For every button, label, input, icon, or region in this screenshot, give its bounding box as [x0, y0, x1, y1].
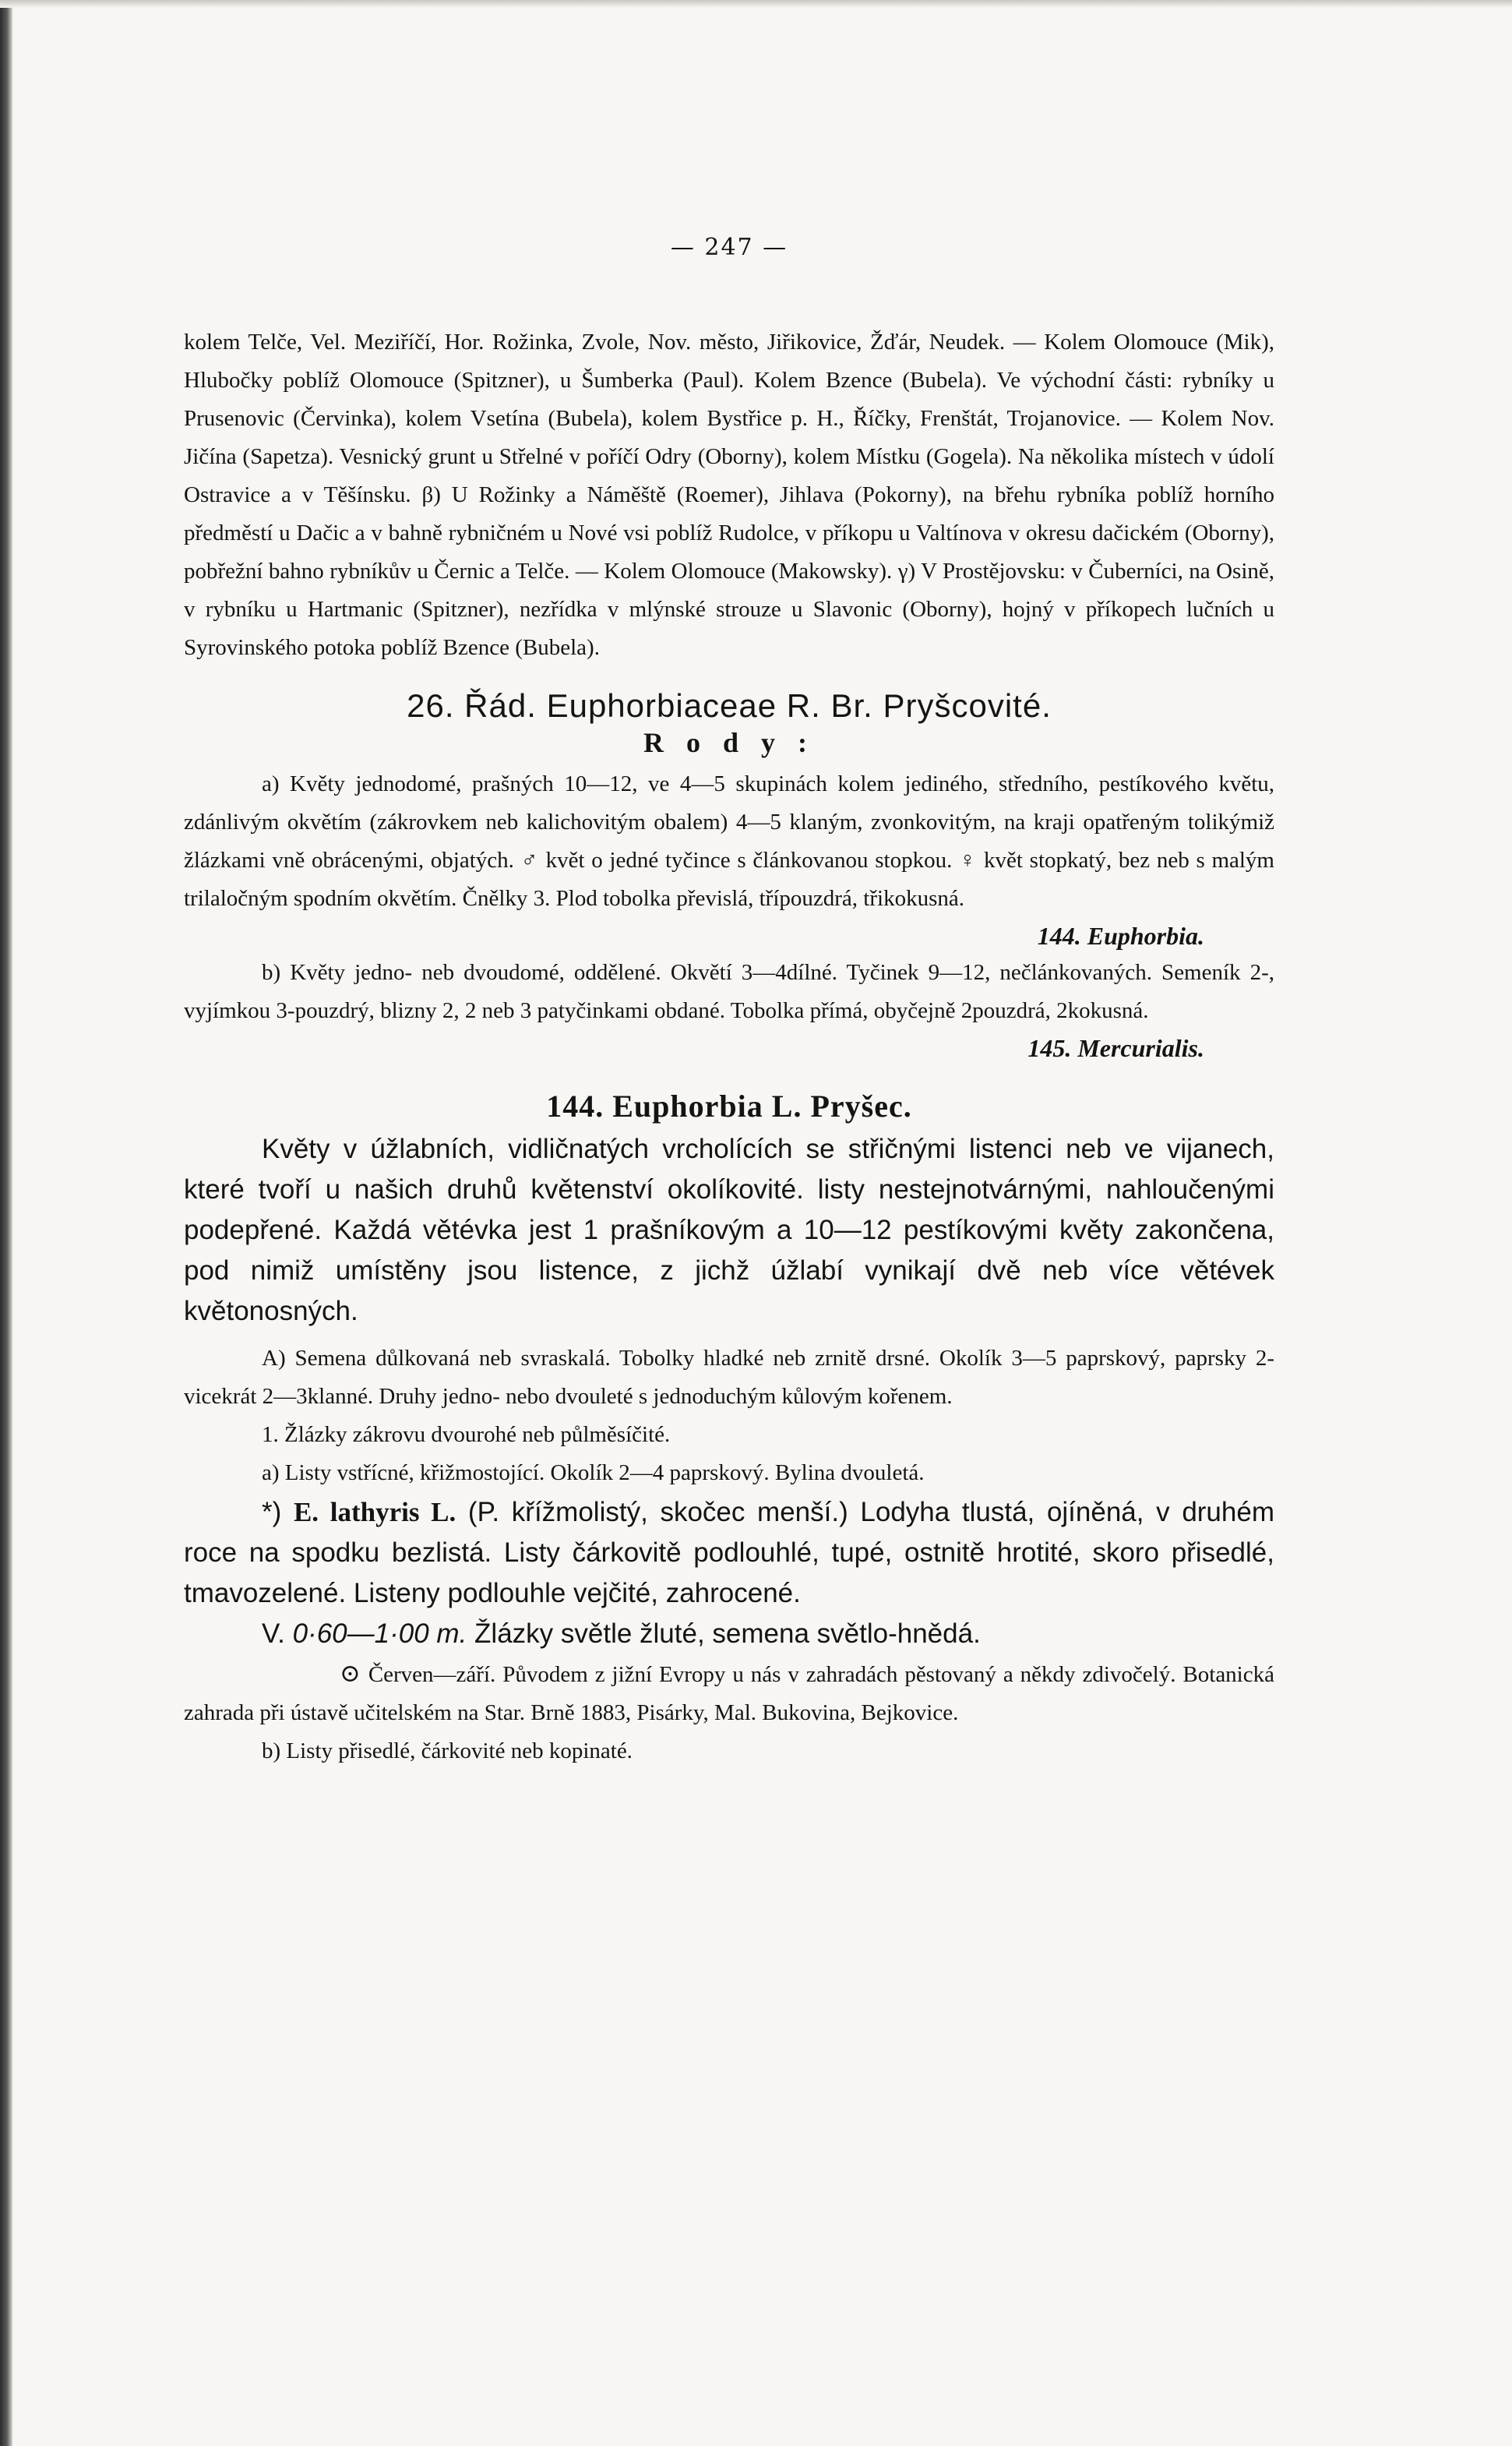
species-size-prefix: V. [262, 1618, 293, 1649]
book-page [184, 234, 1274, 1770]
page-number: — 247 — [670, 234, 788, 261]
rody-heading: R o d y : [643, 727, 815, 758]
genus-title: 144. Euphorbia L. Pryšec. [546, 1089, 912, 1124]
species-name: E. lathyris L. [293, 1497, 456, 1527]
key-b2: b) Listy přisedlé, čárkovité neb kopinaté. [262, 1738, 633, 1763]
key-1: 1. Žlázky zákrovu dvourohé neb půlměsíčité. [262, 1422, 671, 1447]
species-entry [184, 1492, 1274, 1614]
flowering-text: Červen—září. Původem z jižní Evropy u nás v zahradách pěstovaný a někdy zdivočelý. Botanická zahrada při ústavě učitelském na Star. Brně 1883, Pisárky, Mal. Bukovina, Bejkovice. [184, 1662, 1274, 1725]
species-star: *) [262, 1497, 282, 1527]
localities-paragraph: kolem Telče, Vel. Meziříčí, Hor. Rožinka, Zvole, Nov. město, Jiřikovice, Žďár, Neudek. — Kolem Olomouce (Mik), Hlubočky poblíž Olomouce (Spitzner), u Šumberka (Paul). Kolem Bzence (Bubela). Ve východní části: rybníky u Prusenovic (Červinka), kolem Vsetína (Bubela), kolem Bystřice p. H., Říčky, Frenštát, Trojanovice. — Kolem Nov. Jičína (Sapetza). Vesnický grunt u Střelné v poříčí Odry (Oborny), kolem Místku (Gogela). Na několika místech v údolí Ostravice a v Těšínsku. β) U Rožinky a Náměště (Roemer), Jihlava (Pokorny), na břehu rybníka poblíž horního předměstí u Dačic a v bahně rybničném u Nové vsi poblíž Rudolce, v příkopu u Valtínova v okresu dačickém (Oborny), pobřežní bahno rybníkův u Černic a Telče. — Kolem Olomouce (Makowsky). γ) V Prostějovsku: v Čuberníci, na Osině, v rybníku u Hartmanic (Spitzner), nezřídka v mlýnské strouze u Slavonic (Oborny), hojný v příkopech lučních u Syrovinského potoka poblíž Bzence (Bubela). [184, 330, 1274, 660]
key-b-result: 145. Mercurialis. [1027, 1034, 1204, 1062]
key-a: a) Květy jednodomé, prašných 10—12, ve 4—5 skupinách kolem jediného, středního, pestíkového květu, zdánlivým okvětím (zákrovkem neb kalichovitým obalem) 4—5 klaným, zvonkovitým, na kraji opatřeným tolikýmiž žlázkami vně obrácenými, objatých. ♂ květ o jedné tyčince s článkovanou stopkou. ♀ květ stopkatý, bez neb s malým trilaločným spodním okvětím. Čnělky 3. Plod tobolka převislá, třípouzdrá, třikokusná. [184, 771, 1274, 911]
scan-binding-edge [0, 0, 12, 2446]
key-b: b) Květy jedno- neb dvoudomé, oddělené. Okvětí 3—4dílné. Tyčinek 9—12, nečlánkovaných. Semeník 2-, vyjímkou 3-pouzdrý, blizny 2, 2 neb 3 patyčinkami obdané. Tobolka přímá, obyčejně 2pouzdrá, 2kokusná. [184, 960, 1274, 1023]
section-title: 26. Řád. Euphorbiaceae R. Br. Pryšcovité. [407, 687, 1052, 724]
biennial-symbol-icon: ⊙ [340, 1659, 361, 1687]
species-size: 0·60—1·00 m. [292, 1618, 467, 1649]
key-a-result: 144. Euphorbia. [1037, 922, 1204, 950]
flowering-info [184, 1654, 1274, 1732]
species-description: (P. křížmolistý, skočec menší.) Lodyha tlustá, ojíněná, v druhém roce na spodku bezlistá. Listy čárkovitě podlouhlé, tupé, ostnitě hrotité, skoro přisedlé, tmavozelené. Listeny podlouhle vejčité, zahrocené. [184, 1497, 1274, 1608]
scan-top-edge [0, 0, 1512, 8]
genus-description: Květy v úžlabních, vidličnatých vrcholících se střičnými listenci neb ve vijanech, které tvoří u našich druhů květenství okolíkovité. listy nestejnotvárnými, nahloučenými podepřené. Každá větévka jest 1 prašníkovým a 10—12 pestíkovými květy zakončena, pod nimiž umístěny jsou listence, z jichž úžlabí vynikají dvě neb více větévek květonosných. [184, 1134, 1274, 1326]
key-1a: a) Listy vstřícné, křižmostojící. Okolík 2—4 paprskový. Bylina dvouletá. [262, 1460, 925, 1485]
key-A: A) Semena důlkovaná neb svraskalá. Tobolky hladké neb zrnitě drsné. Okolík 3—5 paprskový, paprsky 2-vicekrát 2—3klanné. Druhy jedno- nebo dvouleté s jednoduchým kůlovým kořenem. [184, 1346, 1274, 1409]
species-size-rest: Žlázky světle žluté, semena světlo-hnědá. [467, 1618, 981, 1649]
species-size-line [184, 1614, 1274, 1654]
